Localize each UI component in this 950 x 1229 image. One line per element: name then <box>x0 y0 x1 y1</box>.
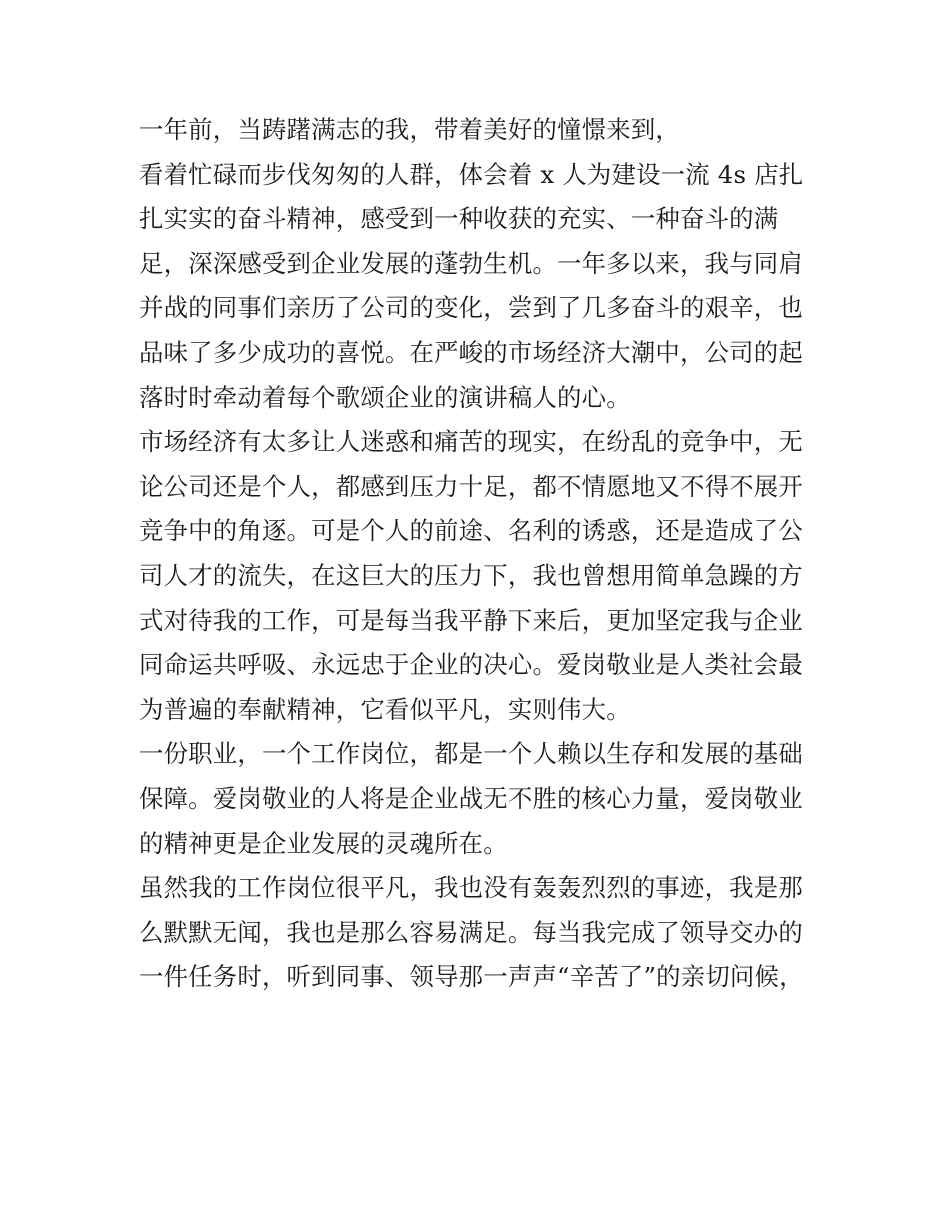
text-line: 一份职业，一个工作岗位，都是一个人赖以生存和发展的基础 <box>139 739 803 769</box>
text-line: 保障。爱岗敬业的人将是企业战无不胜的核心力量，爱岗敬业 <box>139 783 803 813</box>
text-line: 品味了多少成功的喜悦。在严峻的市场经济大潮中，公司的起 <box>139 337 803 367</box>
text-line: 么默默无闻，我也是那么容易满足。每当我完成了领导交办的 <box>139 917 803 947</box>
text-line: 竞争中的角逐。可是个人的前途、名利的诱惑，还是造成了公 <box>139 516 803 546</box>
text-line: 并战的同事们亲历了公司的变化，尝到了几多奋斗的艰辛，也 <box>139 293 803 323</box>
text-line: 虽然我的工作岗位很平凡，我也没有轰轰烈烈的事迹，我是那 <box>139 873 803 903</box>
text-line: 一件任务时，听到同事、领导那一声声“辛苦了”的亲切问候， <box>139 962 804 992</box>
text-line: 的精神更是企业发展的灵魂所在。 <box>139 828 508 858</box>
text-line: 扎实实的奋斗精神，感受到一种收获的充实、一种奋斗的满 <box>139 204 779 234</box>
text-line: 论公司还是个人，都感到压力十足，都不情愿地又不得不展开 <box>139 471 803 501</box>
text-line: 足，深深感受到企业发展的蓬勃生机。一年多以来，我与同肩 <box>139 248 803 278</box>
text-line: 看着忙碌而步伐匆匆的人群，体会着 x 人为建设一流 4s 店扎 <box>139 159 804 189</box>
text-line: 落时时牵动着每个歌颂企业的演讲稿人的心。 <box>139 382 631 412</box>
text-line: 一年前，当踌躇满志的我，带着美好的憧憬来到， <box>139 115 680 144</box>
text-line: 为普遍的奉献精神，它看似平凡，实则伟大。 <box>139 694 631 724</box>
text-line: 式对待我的工作，可是每当我平静下来后，更加坚定我与企业 <box>139 605 803 635</box>
body-text <box>139 108 819 1000</box>
text-line: 司人才的流失，在这巨大的压力下，我也曾想用简单急躁的方 <box>139 560 803 590</box>
text-line: 市场经济有太多让人迷惑和痛苦的现实，在纷乱的竞争中，无 <box>139 427 803 457</box>
text-line: 同命运共呼吸、永远忠于企业的决心。爱岗敬业是人类社会最 <box>139 650 803 680</box>
